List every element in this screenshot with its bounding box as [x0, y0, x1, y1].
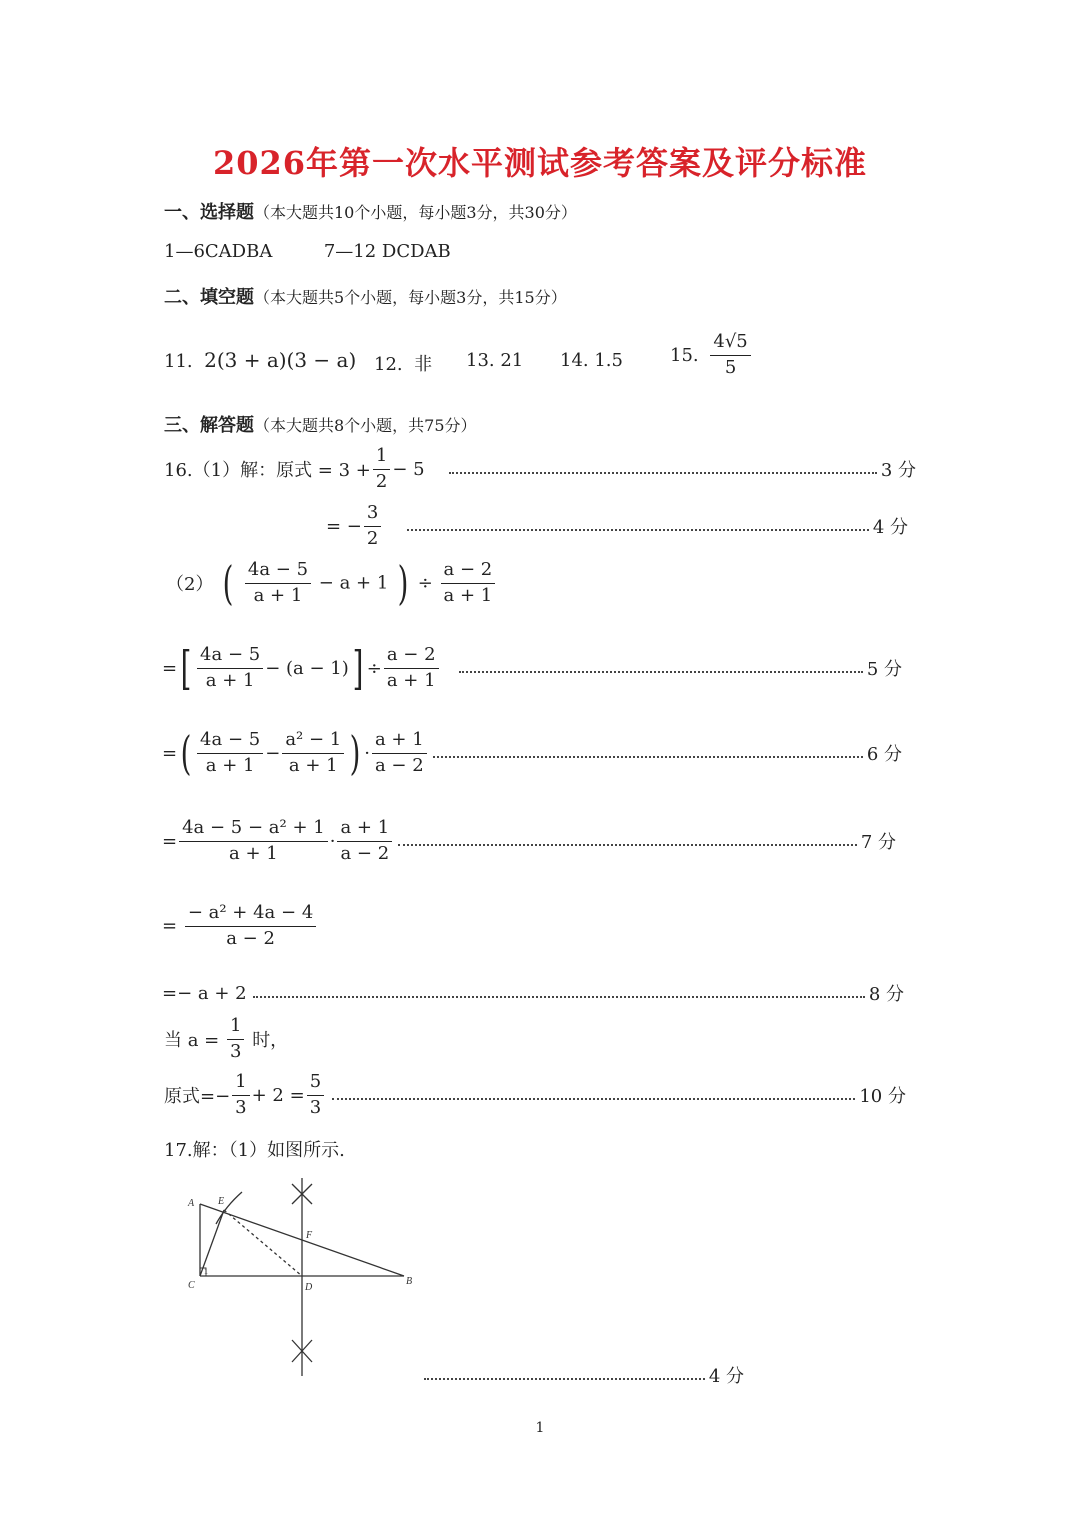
point-C: C: [188, 1280, 195, 1291]
q16-step4: = ( $\frac{4a - 5}{a + 1}$ − $\frac{\text{a² − 1}}{a + 1}$ ) · $\frac{a + 1}{a - 2}$ 6 分: [162, 726, 902, 781]
section2-heading-row: [164, 283, 567, 309]
section2-heading: 二、填空题: [164, 287, 254, 308]
score-5: 5 分: [866, 659, 902, 681]
section3-heading: 三、解答题: [164, 415, 254, 436]
score-8: 8 分: [868, 984, 904, 1005]
score-10: 10 分: [859, 1086, 906, 1108]
q15-num: 4√5: [710, 332, 750, 356]
segment-ED-dashed: [224, 1210, 302, 1276]
q13: 13. 21: [466, 350, 524, 371]
section2-note: （本大题共5个小题，每小题3分，共15分）: [254, 288, 567, 307]
q16-step7: =− a + 2 8 分: [162, 980, 904, 1006]
q17-score-line: [424, 1362, 744, 1388]
score-17-4: 4 分: [708, 1366, 744, 1387]
q16-step6: = $\frac{\text{− a² + 4a − 4}}{a - 2}$: [162, 903, 318, 949]
point-A: A: [188, 1198, 195, 1209]
q15-den: 5: [724, 356, 737, 378]
section1-note: （本大题共10个小题，每小题3分，共30分）: [254, 203, 577, 222]
q11: 11. 2(3 + a)(3 − a): [164, 348, 357, 372]
point-E: E: [218, 1196, 225, 1207]
q17-figure: [180, 1170, 440, 1385]
score-7: 7 分: [860, 832, 896, 854]
point-D: D: [305, 1282, 313, 1293]
q16-part2: （2） ( $\frac{4a - 5}{a + 1}$ − a + 1 ) ÷ $\frac{a - 2}{a + 1}$: [166, 560, 497, 606]
q16-when: 当 a = $\frac{1}{3}$ 时，: [164, 1015, 289, 1062]
angle-1: 1: [204, 1267, 208, 1276]
answers-7-12: 7—12 DCDAB: [323, 241, 451, 262]
q16-line1: 16.（1）解：原式 = 3 + $\frac{1}{2}$ − 5 3 分: [164, 445, 916, 492]
score-4: 4 分: [872, 517, 908, 539]
score-3: 3 分: [880, 460, 916, 482]
section3-note: （本大题共8个小题，共75分）: [254, 416, 477, 435]
q15: 15. $\frac{4√5}{5}$: [670, 332, 753, 378]
score-6: 6 分: [866, 744, 902, 766]
point-F: F: [306, 1230, 313, 1241]
page-number: 1: [535, 1420, 545, 1436]
q17-label: 17.解：（1）如图所示.: [164, 1140, 345, 1161]
q16-step5: = $\frac{\text{4a − 5 − a² + 1}}{a + 1}$ · $\frac{a + 1}{a - 2}$ 7 分: [162, 817, 896, 864]
point-B: B: [406, 1276, 413, 1287]
page-title: 2026年第一次水平测试参考答案及评分标准: [212, 144, 868, 182]
q16-step3: = [ $\frac{4a - 5}{a + 1}$ − (a − 1) ] ÷ $\frac{a - 2}{a + 1}$ 5 分: [162, 641, 902, 696]
section1-heading-row: [164, 198, 577, 224]
q16-line2: = − $\frac{3}{2}$ 4 分: [326, 502, 908, 549]
q16-final: 原式=− $\frac{1}{3}$ + 2 = $\frac{5}{3}$ 10 分: [164, 1071, 906, 1118]
section1-answers: [164, 241, 451, 262]
q12: 12. 非: [374, 354, 433, 375]
answers-1-6: 1—6CADBA: [164, 241, 273, 262]
section1-heading: 一、选择题: [164, 202, 254, 223]
q14: 14. 1.5: [560, 350, 623, 371]
section3-heading-row: [164, 411, 477, 437]
